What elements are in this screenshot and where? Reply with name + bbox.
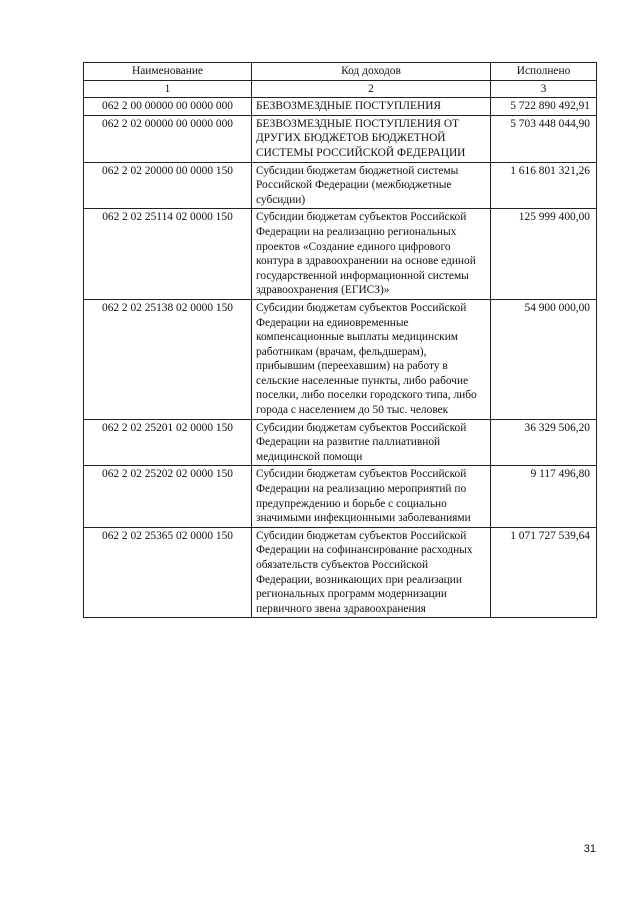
header-revenue-code: Код доходов	[252, 63, 491, 81]
table-header-row	[84, 63, 597, 81]
table-row	[84, 209, 597, 300]
table-row	[84, 162, 597, 209]
table-row	[84, 419, 597, 466]
row-code: 062 2 00 00000 00 0000 000	[84, 98, 252, 116]
row-code: 062 2 02 00000 00 0000 000	[84, 115, 252, 162]
row-name: БЕЗВОЗМЕЗДНЫЕ ПОСТУПЛЕНИЯ ОТ ДРУГИХ БЮДЖЕТОВ БЮДЖЕТНОЙ СИСТЕМЫ РОССИЙСКОЙ ФЕДЕРАЦИИ	[252, 115, 491, 162]
table-row	[84, 115, 597, 162]
revenue-table	[83, 62, 597, 618]
row-code: 062 2 02 25202 02 0000 150	[84, 466, 252, 527]
row-code: 062 2 02 25365 02 0000 150	[84, 527, 252, 618]
row-code: 062 2 02 20000 00 0000 150	[84, 162, 252, 209]
table-row	[84, 299, 597, 419]
row-amount: 54 900 000,00	[491, 299, 597, 419]
row-name: БЕЗВОЗМЕЗДНЫЕ ПОСТУПЛЕНИЯ	[252, 98, 491, 116]
row-amount: 1 616 801 321,26	[491, 162, 597, 209]
column-number-row	[84, 80, 597, 98]
column-number: 3	[491, 80, 597, 98]
row-amount: 5 703 448 044,90	[491, 115, 597, 162]
row-amount: 9 117 496,80	[491, 466, 597, 527]
row-name: Субсидии бюджетам субъектов Российской Федерации на софинансирование расходных обязательств субъектов Российской Федерации, возникающих при реализации региональных программ модернизации первичного звена здравоохранения	[252, 527, 491, 618]
row-amount: 1 071 727 539,64	[491, 527, 597, 618]
row-amount: 125 999 400,00	[491, 209, 597, 300]
row-code: 062 2 02 25201 02 0000 150	[84, 419, 252, 466]
table-row	[84, 466, 597, 527]
row-name: Субсидии бюджетам субъектов Российской Федерации на реализацию мероприятий по предупреждению и борьбе с социально значимыми инфекционными заболеваниями	[252, 466, 491, 527]
column-number: 2	[252, 80, 491, 98]
header-name: Наименование	[84, 63, 252, 81]
row-amount: 36 329 506,20	[491, 419, 597, 466]
table-row	[84, 527, 597, 618]
row-name: Субсидии бюджетам бюджетной системы Российской Федерации (межбюджетные субсидии)	[252, 162, 491, 209]
row-code: 062 2 02 25138 02 0000 150	[84, 299, 252, 419]
page-number: 31	[583, 843, 596, 855]
row-code: 062 2 02 25114 02 0000 150	[84, 209, 252, 300]
row-amount: 5 722 890 492,91	[491, 98, 597, 116]
column-number: 1	[84, 80, 252, 98]
header-executed: Исполнено	[491, 63, 597, 81]
row-name: Субсидии бюджетам субъектов Российской Федерации на единовременные компенсационные выплаты медицинским работникам (врачам, фельдшерам), прибывшим (переехавшим) на работу в сельские населенные пункты, либо рабочие поселки, либо поселки городского типа, либо города с населением до 50 тыс. человек	[252, 299, 491, 419]
row-name: Субсидии бюджетам субъектов Российской Федерации на реализацию региональных проектов «Создание единого цифрового контура в здравоохранении на основе единой государственной информационной системы здравоохранения (ЕГИСЗ)»	[252, 209, 491, 300]
table-row	[84, 98, 597, 116]
row-name: Субсидии бюджетам субъектов Российской Федерации на развитие паллиативной медицинской помощи	[252, 419, 491, 466]
